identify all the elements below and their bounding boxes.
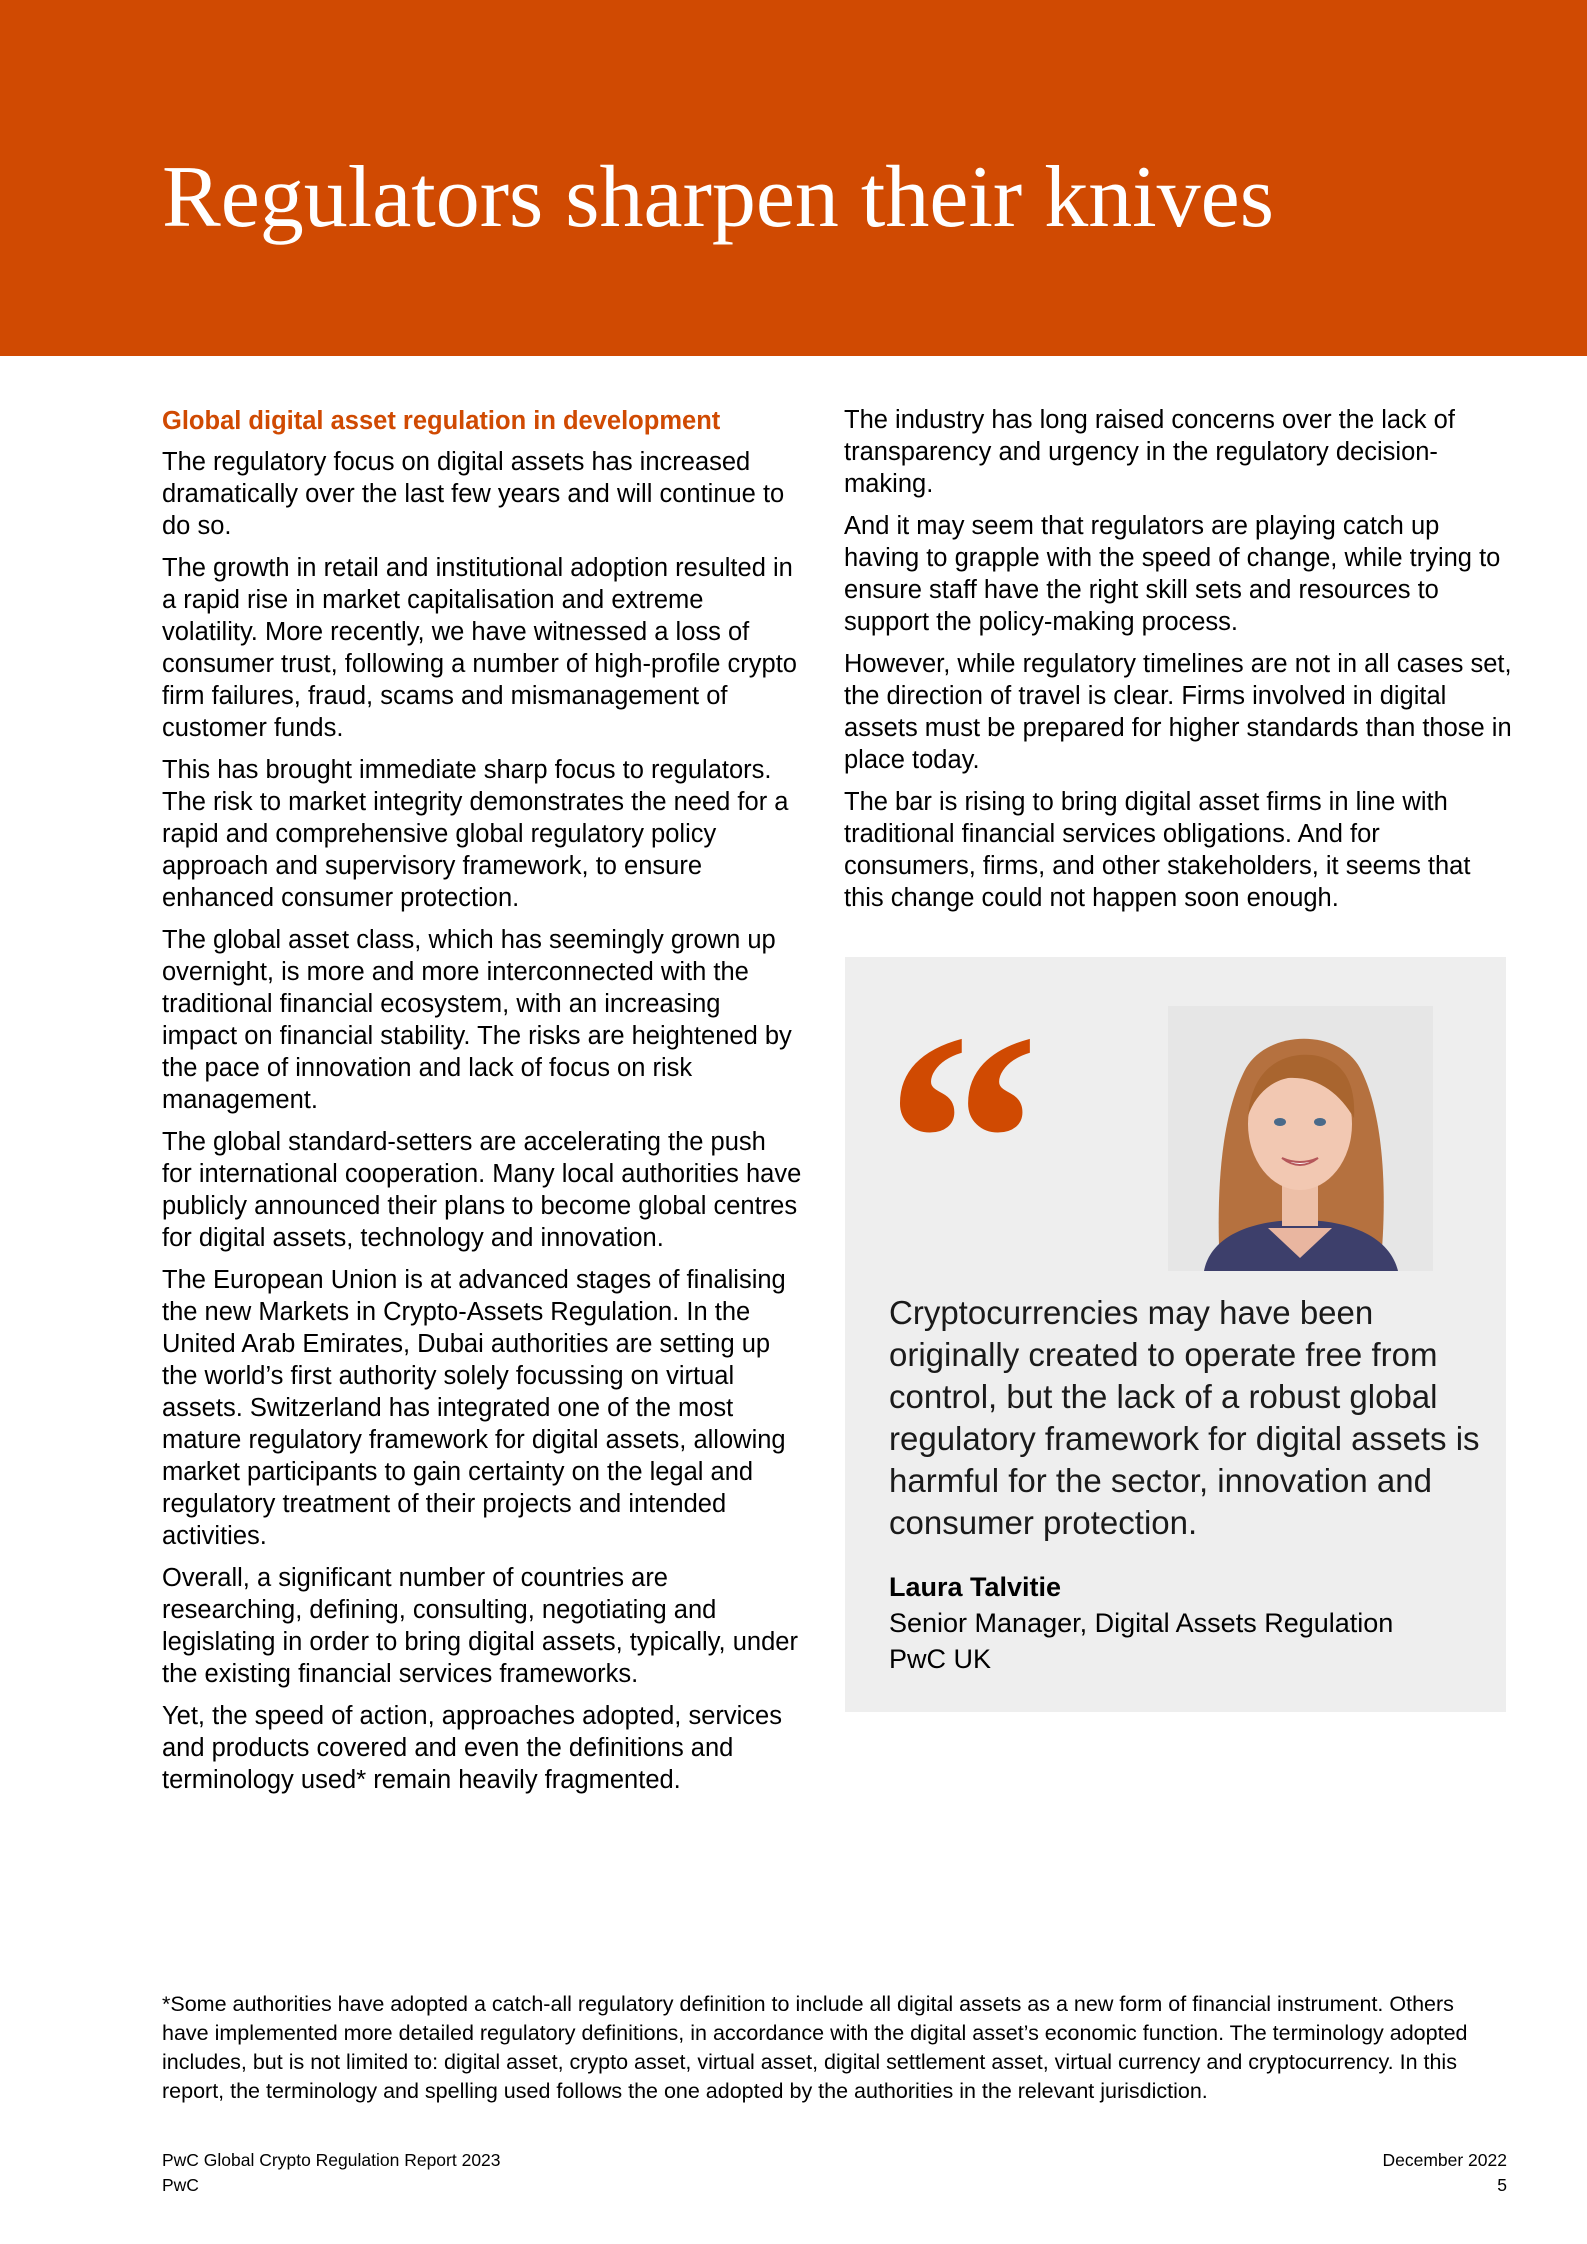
footer-date: December 2022	[1382, 2150, 1507, 2170]
footer-report-title: PwC Global Crypto Regulation Report 2023	[162, 2150, 501, 2170]
quotation-mark-icon: “	[885, 970, 1040, 1313]
title-banner	[0, 0, 1587, 356]
quote-author-role: Senior Manager, Digital Assets Regulation	[889, 1608, 1394, 1638]
body-paragraph: However, while regulatory timelines are not in all cases set, the direction of travel is clear. Firms involved in digital assets must be prepared for higher standards than those in place today.	[844, 650, 1512, 774]
body-paragraph: The industry has long raised concerns over the lack of transparency and urgency in the regulatory decision-making.	[844, 406, 1455, 498]
page-number: 5	[1497, 2175, 1507, 2195]
right-column	[844, 404, 1514, 924]
body-paragraph: The growth in retail and institutional adoption resulted in a rapid rise in market capitalisation and extreme volatility. More recently, we have witnessed a loss of consumer trust, following a number of high-profile crypto firm failures, fraud, scams and mismanagement of customer funds.	[162, 554, 797, 742]
body-paragraph: The global asset class, which has seemingly grown up overnight, is more and more interconnected with the traditional financial ecosystem, with an increasing impact on financial stability. The risks are heightened by the pace of innovation and lack of focus on risk management.	[162, 926, 792, 1114]
left-column	[162, 404, 802, 1806]
section-heading: Global digital asset regulation in development	[162, 407, 721, 435]
body-paragraph: The bar is rising to bring digital asset firms in line with traditional financial services obligations. And for consumers, firms, and other stakeholders, it seems that this change could not happen soon enough.	[844, 788, 1471, 912]
body-paragraph: This has brought immediate sharp focus to regulators. The risk to market integrity demonstrates the need for a rapid and comprehensive global regulatory policy approach and supervisory framework, to ensure enhanced consumer protection.	[162, 756, 789, 912]
body-paragraph: The global standard-setters are accelerating the push for international cooperation. Many local authorities have publicly announced their plans to become global centres for digital assets, technology and innovation.	[162, 1128, 802, 1252]
footer-brand: PwC	[162, 2175, 199, 2195]
quote-author-organisation: PwC UK	[889, 1644, 992, 1674]
body-paragraph: The European Union is at advanced stages of finalising the new Markets in Crypto-Assets Regulation. In the United Arab Emirates, Dubai authorities are setting up the world’s first authority solely focussing on virtual assets. Switzerland has integrated one of the most mature regulatory framework for digital assets, allowing market participants to gain certainty on the legal and regulatory treatment of their projects and intended activities.	[162, 1266, 786, 1550]
body-paragraph: Yet, the speed of action, approaches adopted, services and products covered and even the definitions and terminology used* remain heavily fragmented.	[162, 1702, 782, 1794]
body-paragraph: The regulatory focus on digital assets has increased dramatically over the last few years and will continue to do so.	[162, 448, 785, 540]
person-portrait-icon	[1168, 1006, 1433, 1271]
footnote: *Some authorities have adopted a catch-all regulatory definition to include all digital assets as a new form of financial instrument. Others have implemented more detailed regulatory definitions, in accordance with the digital asset’s economic function. The terminology adopted includes, but is not limited to: digital asset, crypto asset, virtual asset, digital settlement asset, virtual currency and cryptocurrency. In this report, the terminology and spelling used follows the one adopted by the authorities in the relevant jurisdiction.	[162, 1992, 1468, 2103]
body-paragraph: And it may seem that regulators are playing catch up having to grapple with the speed of change, while trying to ensure staff have the right skill sets and resources to support the policy-making process.	[844, 512, 1501, 636]
pull-quote-box	[845, 957, 1506, 1712]
quote-author-name: Laura Talvitie	[889, 1572, 1062, 1602]
quote-text: Cryptocurrencies may have been originally created to operate free from control, but the lack of a robust global regulatory framework for digital assets is harmful for the sector, innovation and consumer protection.	[889, 1294, 1480, 1541]
page-title: Regulators sharpen their knives	[162, 149, 1274, 246]
body-paragraph: Overall, a significant number of countries are researching, defining, consulting, negotiating and legislating in order to bring digital assets, typically, under the existing financial services frameworks.	[162, 1564, 798, 1688]
